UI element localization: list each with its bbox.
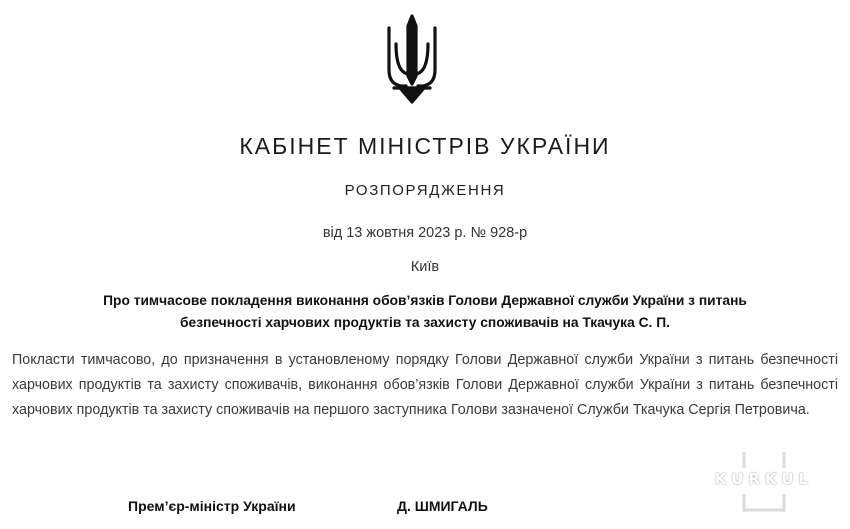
document-subject: [60, 290, 790, 334]
document-city: Київ: [410, 259, 440, 275]
body-paragraph: Покласти тимчасово, до призначення в установленому порядку Голови Державної служби України з питань безпечності харчових продуктів та захисту споживачів, виконання обов’язків Голови Державної служби України з питань безпечності харчових продуктів та захисту споживачів на першого заступника Голови зазначеної Служби Ткачука Сергія Петровича.: [12, 352, 838, 418]
subject-line-2: безпечності харчових продуктів та захисту споживачів на Ткачука С. П.: [180, 315, 670, 330]
kurkul-watermark: [704, 446, 824, 516]
trident-icon: [384, 14, 440, 106]
subject-line-1: Про тимчасове покладення виконання обов’язків Голови Державної служби України з питань: [103, 293, 747, 308]
document-number: від 13 жовтня 2023 р. № 928-р: [322, 225, 528, 241]
document-type: РОЗПОРЯДЖЕННЯ: [344, 182, 506, 199]
signatory-name: Д. ШМИГАЛЬ: [397, 498, 488, 514]
watermark-text: KURKUL: [714, 470, 814, 488]
organization-title: КАБІНЕТ МІНІСТРІВ УКРАЇНИ: [239, 133, 611, 159]
signatory-title: Прем’єр-міністр України: [128, 498, 296, 514]
